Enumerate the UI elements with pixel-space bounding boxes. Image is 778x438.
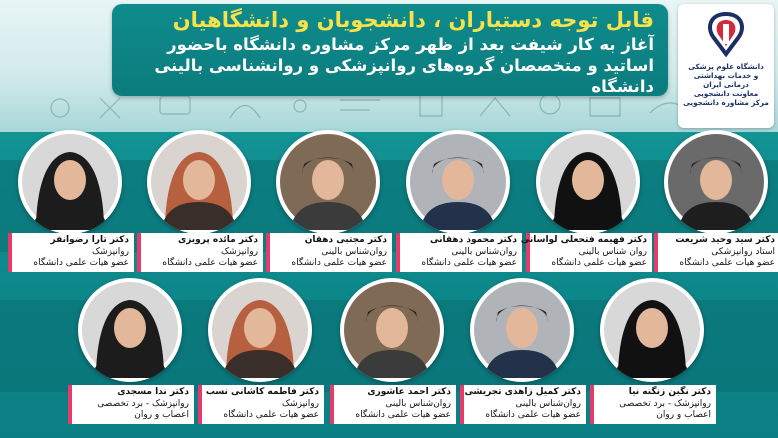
faculty-photo — [147, 130, 251, 234]
faculty-photo — [208, 278, 312, 382]
faculty-photo — [664, 130, 768, 234]
faculty-name: دکتر مجتبی دهقان — [304, 235, 387, 245]
faculty-label — [590, 385, 716, 424]
faculty-name: دکتر تارا رضوانفر — [50, 235, 129, 245]
faculty-title: روان‌شناس بالینی — [515, 398, 581, 409]
faculty-photo — [600, 278, 704, 382]
faculty-title: روانپزشک - برد تخصصی — [619, 398, 711, 409]
portrait-photo — [280, 134, 376, 230]
poster-title: قابل توجه دستیاران ، دانشجویان و دانشگاهیان — [172, 8, 654, 32]
faculty-affiliation: عضو هیات علمی دانشگاه — [33, 258, 129, 268]
faculty-title: استاد روانپزشکی — [711, 246, 775, 257]
faculty-label — [68, 385, 194, 424]
faculty-affiliation: عضو هیات علمی دانشگاه — [485, 410, 581, 420]
title-panel — [112, 4, 668, 96]
faculty-photo — [276, 130, 380, 234]
faculty-label — [198, 385, 324, 424]
portrait-photo — [82, 282, 178, 378]
faculty-label — [330, 385, 456, 424]
faculty-name: دکتر فاطمه کاشانی نسب — [205, 387, 319, 397]
faculty-affiliation: اعصاب و روان — [656, 410, 711, 420]
faculty-name: دکتر سید وحید شریعت — [675, 235, 775, 245]
logo-line: و خدمات بهداشتی — [693, 71, 759, 80]
faculty-photo — [406, 130, 510, 234]
portrait-photo — [212, 282, 308, 378]
faculty-affiliation: عضو هیات علمی دانشگاه — [679, 258, 775, 268]
university-logo — [678, 4, 774, 128]
faculty-label — [396, 233, 522, 272]
faculty-title: روانپزشک — [282, 398, 319, 409]
faculty-name: دکتر ندا مسجدی — [117, 387, 189, 397]
faculty-title: روان‌شناس بالینی — [321, 246, 387, 257]
faculty-name: دکتر فهیمه فتحعلی لواسانی — [520, 235, 647, 245]
portrait-photo — [668, 134, 764, 230]
logo-line: دانشگاه علوم پزشکی — [688, 62, 764, 71]
university-name — [680, 62, 772, 107]
faculty-affiliation: عضو هیات علمی دانشگاه — [551, 258, 647, 268]
faculty-label — [520, 233, 652, 272]
faculty-label — [654, 233, 778, 272]
faculty-affiliation: عضو هیات علمی دانشگاه — [421, 258, 517, 268]
portrait-photo — [344, 282, 440, 378]
faculty-title: روانپزشک — [92, 246, 129, 257]
faculty-title: روانپزشک - برد تخصصی — [97, 398, 189, 409]
faculty-photo — [18, 130, 122, 234]
university-emblem-icon — [700, 10, 752, 60]
faculty-name: دکتر مائده پرویزی — [177, 235, 258, 245]
faculty-label — [460, 385, 586, 424]
faculty-photo — [340, 278, 444, 382]
logo-line: مرکز مشاوره دانشجویی — [683, 98, 769, 107]
faculty-title: روان شناس بالینی — [578, 246, 647, 257]
faculty-affiliation: اعصاب و روان — [134, 410, 189, 420]
faculty-title: روان‌شناس بالینی — [385, 398, 451, 409]
faculty-name: دکتر نگین زنگنه نیا — [628, 387, 711, 397]
portrait-photo — [410, 134, 506, 230]
faculty-affiliation: عضو هیات علمی دانشگاه — [162, 258, 258, 268]
faculty-label — [137, 233, 263, 272]
faculty-affiliation: عضو هیات علمی دانشگاه — [223, 410, 319, 420]
portrait-photo — [22, 134, 118, 230]
portrait-photo — [540, 134, 636, 230]
faculty-name: دکتر احمد عاشوری — [367, 387, 451, 397]
portrait-photo — [151, 134, 247, 230]
faculty-affiliation: عضو هیات علمی دانشگاه — [355, 410, 451, 420]
faculty-name: دکتر محمود دهقانی — [430, 235, 517, 245]
poster-subtitle: آغاز به کار شیفت بعد از ظهر مرکز مشاوره دانشگاه باحضور اساتید و متخصصان گروه‌های روانپزشکی و روانشناسی بالینی دانشگاه — [154, 35, 654, 96]
faculty-title: روان‌شناس بالینی — [451, 246, 517, 257]
faculty-label — [8, 233, 134, 272]
faculty-name: دکتر کمیل زاهدی تجریشی — [464, 387, 581, 397]
faculty-photo — [470, 278, 574, 382]
faculty-photo — [536, 130, 640, 234]
portrait-photo — [604, 282, 700, 378]
faculty-title: روانپزشک — [221, 246, 258, 257]
logo-line: معاونت دانشجویی — [693, 89, 759, 98]
logo-line: درمانی ایران — [703, 80, 749, 89]
faculty-label — [266, 233, 392, 272]
faculty-photo — [78, 278, 182, 382]
faculty-affiliation: عضو هیات علمی دانشگاه — [291, 258, 387, 268]
portrait-photo — [474, 282, 570, 378]
